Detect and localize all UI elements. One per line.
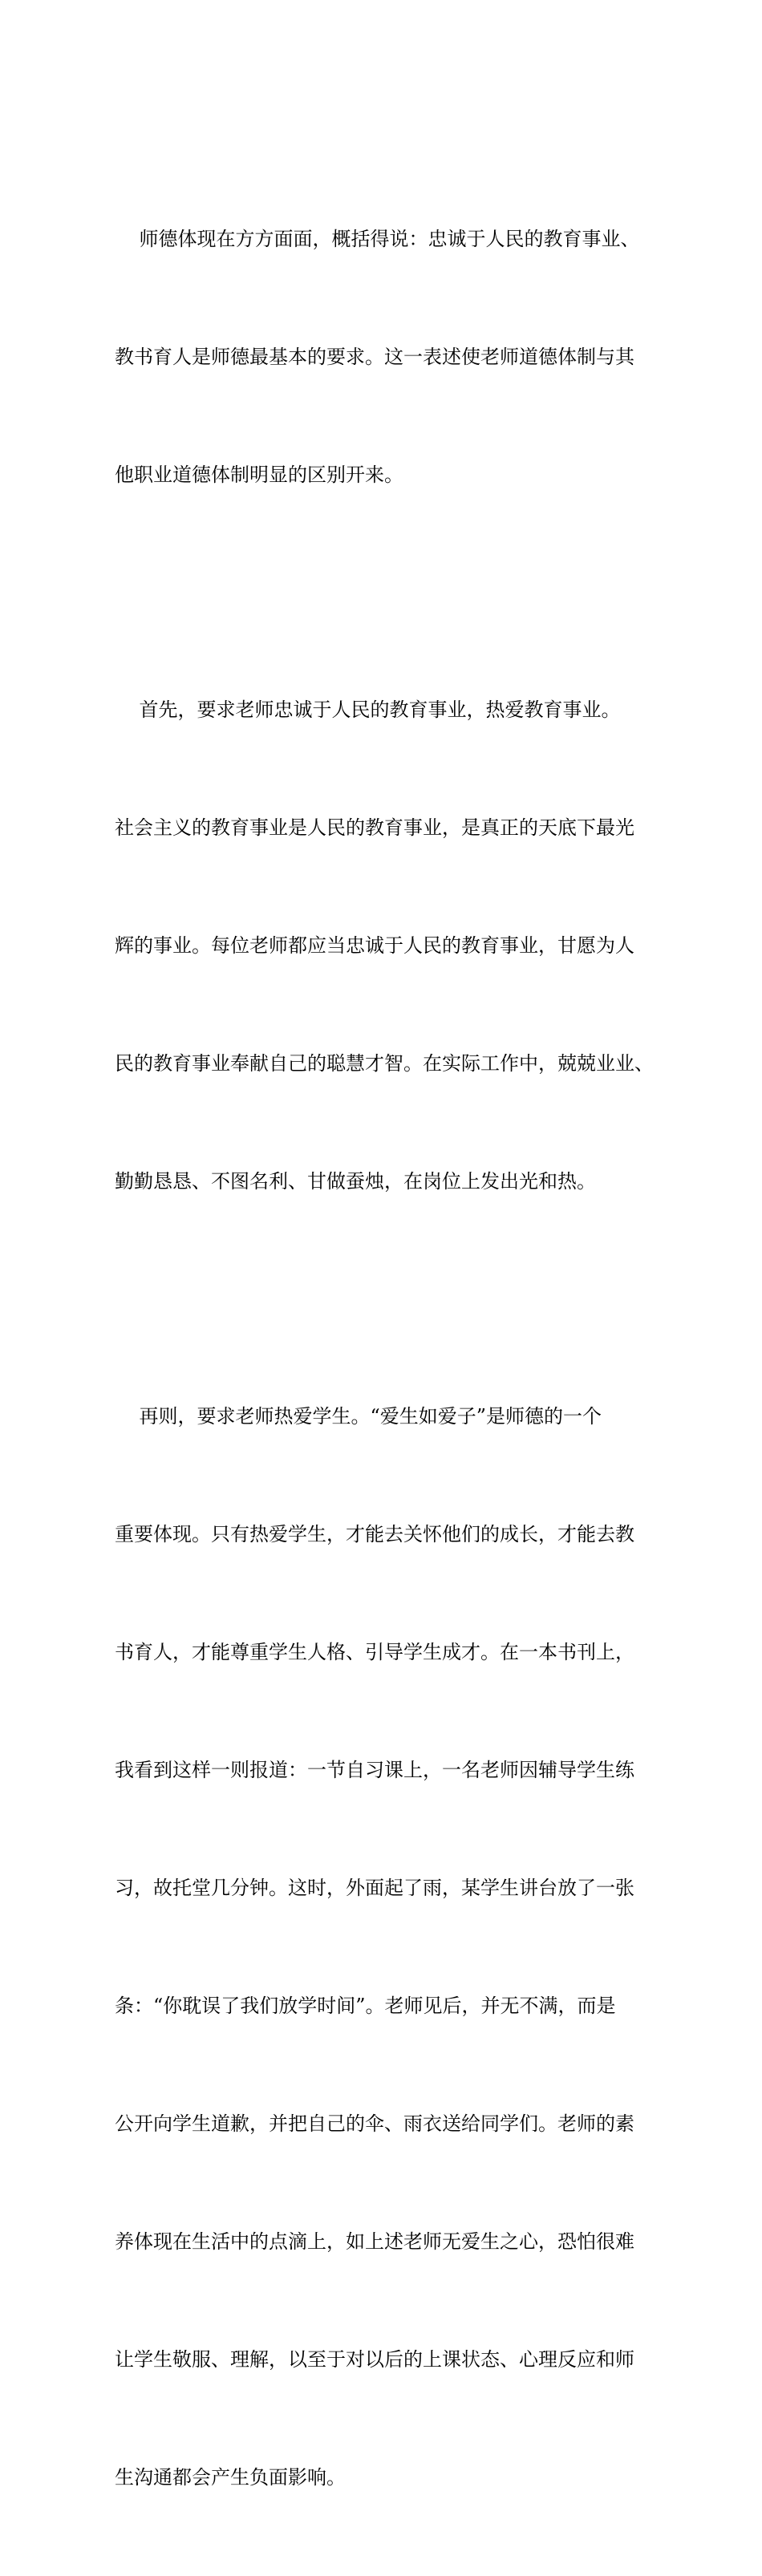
text-line: 条：“你耽误了我们放学时间”。老师见后，并无不满，而是: [115, 1995, 616, 2017]
text-line: 辉的事业。每位老师都应当忠诚于人民的教育事业，甘愿为人: [115, 934, 634, 957]
paragraph-3: [115, 1318, 660, 2576]
text-line: 社会主义的教育事业是人民的教育事业，是真正的天底下最光: [115, 816, 634, 839]
text-line: 书育人，才能尊重学生人格、引导学生成才。在一本书刊上，: [115, 1641, 634, 1663]
text-line: 再则，要求老师热爱学生。“爱生如爱子”是师德的一个: [115, 1405, 602, 1428]
text-line: 公开向学生道歉，并把自己的伞、雨衣送给同学们。老师的素: [115, 2112, 634, 2135]
text-line: 勤勤恳恳、不图名利、甘做蚕烛，在岗位上发出光和热。: [115, 1170, 596, 1193]
text-line: 我看到这样一则报道：一节自习课上，一名老师因辅导学生练: [115, 1759, 634, 1781]
text-line: 让学生敬服、理解，以至于对以后的上课状态、心理反应和师: [115, 2348, 634, 2371]
text-line: 首先，要求老师忠诚于人民的教育事业，热爱教育事业。: [115, 699, 621, 721]
text-line: 生沟通都会产生负面影响。: [115, 2466, 346, 2489]
text-line: 教书育人是师德最基本的要求。这一表述使老师道德体制与其: [115, 346, 634, 368]
paragraph-2: [115, 612, 660, 1280]
text-line: 重要体现。只有热爱学生，才能去关怀他们的成长，才能去教: [115, 1523, 634, 1545]
text-line: 民的教育事业奉献自己的聪慧才智。在实际工作中，兢兢业业、: [115, 1052, 654, 1075]
text-line: 师德体现在方方面面，概括得说：忠诚于人民的教育事业、: [115, 228, 640, 250]
text-line: 习，故托堂几分钟。这时，外面起了雨，某学生讲台放了一张: [115, 1877, 634, 1899]
text-line: 他职业道德体制明显的区别开来。: [115, 464, 403, 486]
text-line: 养体现在生活中的点滴上，如上述老师无爱生之心，恐怕很难: [115, 2230, 634, 2253]
document-body: [115, 141, 660, 2576]
paragraph-1: [115, 141, 660, 573]
